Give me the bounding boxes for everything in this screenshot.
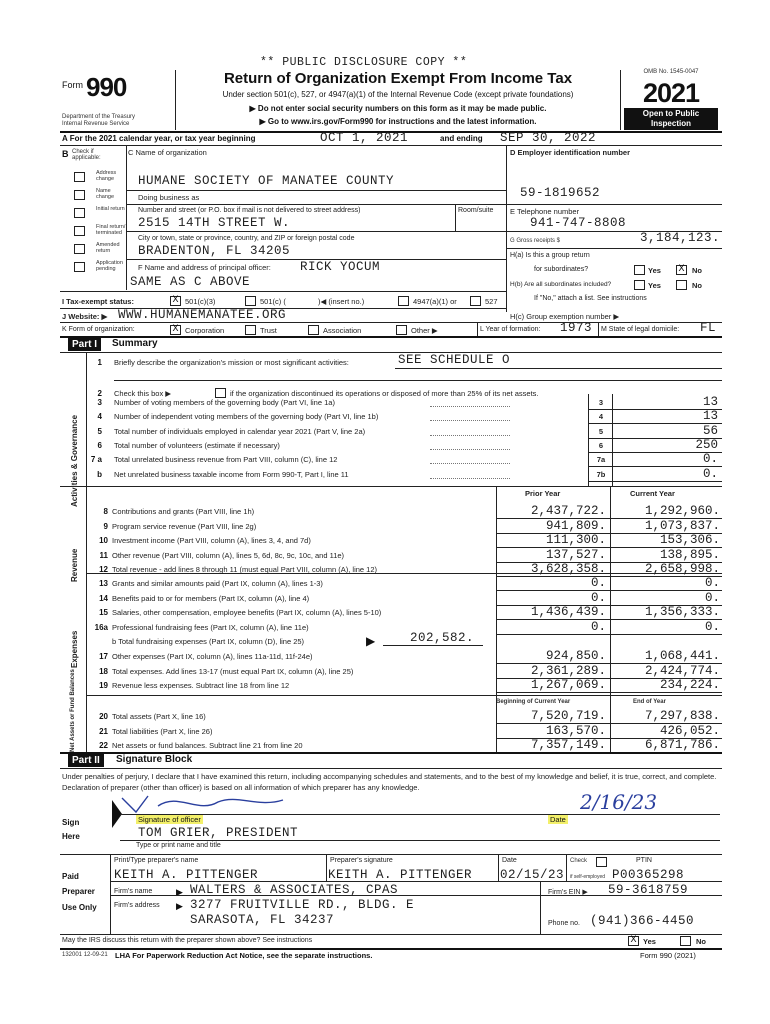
hb-note: If "No," attach a list. See instructions	[534, 295, 647, 302]
net-assets-current-value: 7,297,838.	[644, 709, 720, 723]
group-exemption-label: H(c) Group exemption number ▶	[510, 312, 620, 321]
year-of-formation-label: L Year of formation:	[480, 326, 541, 333]
revenue-line-label: Program service revenue (Part VIII, line 2g)	[112, 521, 257, 531]
expense-underline	[496, 634, 722, 635]
net-assets-prior-value: 7,520,719.	[530, 709, 606, 723]
part2-title: Signature Block	[116, 754, 193, 765]
form-reference: Form 990 (2021)	[640, 951, 696, 960]
ptin-value: P00365298	[612, 868, 685, 882]
insert-no-label: )◀ (insert no.)	[318, 297, 365, 306]
gov-line-label: Net unrelated business taxable income from Form 990-T, Part I, line 11	[114, 469, 349, 479]
expense-line-number: 17	[99, 652, 108, 661]
principal-officer-label: F Name and address of principal officer:	[138, 263, 271, 272]
revenue-current-value: 153,306.	[659, 533, 720, 547]
col-current-year: Current Year	[630, 489, 675, 498]
status-501c-label: 501(c) (	[260, 297, 286, 306]
section-b-item-label: Application pending	[96, 260, 123, 272]
expense-current-value: 0.	[704, 619, 720, 634]
line-a-label: A For the 2021 calendar year, or tax year beginning	[62, 134, 256, 143]
preparer-signature: KEITH A. PITTENGER	[328, 868, 473, 882]
section-b-item-label: Name change	[96, 188, 115, 200]
expense-prior-value: 924,850.	[545, 649, 606, 663]
form-of-org-label: Corporation	[185, 326, 225, 335]
principal-officer-name: RICK YOCUM	[300, 260, 381, 274]
line2-checkbox[interactable]	[215, 388, 226, 398]
net-assets-line-number: 22	[99, 741, 108, 750]
line1-label: Briefly describe the organization's mission or most significant activities:	[114, 358, 349, 367]
col-end-of-year: End of Year	[633, 699, 666, 705]
line16b-label: b Total fundraising expenses (Part IX, column (D), line 25)	[112, 637, 305, 646]
form-of-org-checkbox[interactable]	[308, 325, 319, 335]
expense-line-label: Other expenses (Part IX, column (A), lines 11a-11d, 11f-24e)	[112, 652, 313, 661]
discuss-no-checkbox[interactable]	[680, 936, 691, 946]
expense-prior-value: 2,361,289.	[530, 663, 606, 678]
revenue-current-value: 138,895.	[659, 547, 720, 562]
room-suite-label: Room/suite	[458, 207, 494, 214]
dept-line-1: Department of the Treasury	[62, 114, 136, 120]
gov-line-dots	[430, 420, 510, 421]
gov-line-box-number: 5	[598, 426, 604, 436]
gov-line-dots	[430, 463, 510, 464]
revenue-prior-value: 2,437,722.	[530, 504, 606, 518]
firm-address-1: 3277 FRUITVILLE RD., BLDG. E	[190, 898, 415, 912]
gov-line-number: 4	[97, 412, 102, 422]
ein-label: D Employer identification number	[510, 148, 631, 157]
hb-yes-checkbox[interactable]	[634, 280, 645, 290]
gov-line-value: 0.	[702, 452, 718, 467]
ha-yes-checkbox[interactable]	[634, 265, 645, 275]
firm-name-arrow: ▶	[176, 887, 183, 897]
firm-address-label: Firm's address	[114, 902, 160, 909]
form-of-org-label: K Form of organization:	[62, 326, 135, 333]
net-assets-line-label: Net assets or fund balances. Subtract line 21 from line 20	[112, 741, 303, 750]
preparer-name-label: Print/Type preparer's name	[114, 857, 199, 864]
expense-prior-value: 0.	[590, 590, 606, 605]
net-assets-prior-value: 7,357,149.	[530, 738, 606, 752]
firm-name: WALTERS & ASSOCIATES, CPAS	[190, 883, 399, 897]
revenue-line-number: 12	[99, 565, 108, 574]
line16b-arrow: ▶	[366, 634, 376, 648]
city-label: City or town, state or province, country, and ZIP or foreign postal code	[138, 235, 355, 242]
revenue-line-label: Other revenue (Part VIII, column (A), lines 5, 6d, 8c, 9c, 10c, and 11e)	[112, 550, 345, 560]
expense-line-label: Revenue less expenses. Subtract line 18 from line 12	[112, 681, 290, 690]
gov-line-value: 56	[702, 423, 718, 438]
form-of-org-checkbox[interactable]	[245, 325, 256, 335]
hb-no-label: No	[692, 281, 702, 290]
gov-line-underline	[588, 481, 722, 482]
preparer-date: 02/15/23	[500, 868, 565, 882]
self-employed-checkbox[interactable]	[596, 857, 607, 867]
form-of-org-label: Other ▶	[411, 326, 438, 335]
hb-no-checkbox[interactable]	[676, 280, 687, 290]
state-domicile-label: M State of legal domicile:	[601, 326, 680, 333]
preparer-side-2: Preparer	[62, 887, 95, 896]
net-assets-line-label: Total assets (Part X, line 16)	[112, 712, 206, 721]
state-domicile-value: FL	[700, 321, 717, 335]
preparer-side-3: Use Only	[62, 903, 97, 912]
status-527-label: 527	[485, 297, 498, 306]
lha-notice: LHA For Paperwork Reduction Act Notice, see the separate instructions.	[115, 951, 373, 960]
telephone-label: E Telephone number	[510, 207, 580, 216]
gov-line-number: 5	[97, 426, 102, 436]
gov-line-label: Total number of volunteers (estimate if necessary)	[114, 440, 280, 450]
tax-year: 2021	[642, 78, 700, 108]
expense-line-number: 14	[99, 593, 108, 603]
revenue-line-number: 8	[103, 507, 108, 516]
line2-number: 2	[97, 389, 102, 398]
expense-current-value: 2,424,774.	[644, 663, 720, 678]
expense-line-label: Grants and similar amounts paid (Part IX, column (A), lines 1-3)	[112, 579, 323, 588]
expense-line-number: 19	[99, 681, 108, 690]
revenue-line-number: 9	[103, 521, 108, 531]
check-if-applicable: Check if applicable:	[72, 149, 101, 161]
status-501c3-label: 501(c)(3)	[185, 297, 216, 306]
tax-year-end: SEP 30, 2022	[500, 131, 597, 145]
form-of-org-checkbox[interactable]	[396, 325, 407, 335]
ha-no-checkbox[interactable]: X	[676, 265, 687, 275]
revenue-current-value: 1,073,837.	[644, 518, 720, 533]
org-name-label: C Name of organization	[128, 148, 207, 157]
omb-number: OMB No. 1545-0047	[643, 69, 699, 75]
firm-ein: 59-3618759	[608, 883, 689, 897]
sidebar-revenue: Revenue	[70, 548, 79, 582]
section-b-checkbox[interactable]	[74, 190, 85, 200]
gov-line-box-number: 6	[598, 440, 604, 450]
status-527-checkbox[interactable]	[470, 296, 481, 306]
expense-line-number: 18	[99, 666, 108, 676]
dept-line-2: Internal Revenue Service	[62, 121, 130, 127]
revenue-current-value: 2,658,998.	[644, 562, 720, 576]
form-of-org-label: Trust	[260, 326, 277, 335]
line16b-value: 202,582.	[410, 631, 475, 645]
section-b-item-label: Amended return	[96, 242, 120, 254]
expense-line-number: 13	[99, 579, 108, 588]
revenue-line-number: 11	[99, 550, 108, 560]
street-label: Number and street (or P.O. box if mail is not delivered to street address)	[138, 207, 361, 214]
ha-yes-label: Yes	[648, 266, 661, 275]
gov-line-label: Total unrelated business revenue from Part VIII, column (C), line 12	[114, 455, 338, 465]
tax-year-begin: OCT 1, 2021	[320, 131, 409, 145]
org-name: HUMANE SOCIETY OF MANATEE COUNTY	[138, 174, 395, 188]
gov-line-dots	[430, 449, 510, 450]
hb-yes-label: Yes	[648, 281, 661, 290]
preparer-date-label: Date	[502, 857, 517, 864]
net-assets-line-number: 21	[99, 726, 108, 736]
and-ending-label: and ending	[440, 134, 483, 143]
telephone-value: 941-747-8808	[530, 216, 627, 230]
expense-prior-value: 1,436,439.	[530, 605, 606, 619]
self-employed-check-label: Check	[570, 858, 588, 864]
form-of-org-label: Association	[323, 326, 362, 335]
gov-line-dots	[430, 406, 510, 407]
col-prior-year: Prior Year	[525, 489, 561, 498]
section-b-checkbox[interactable]	[74, 208, 85, 218]
sign-date-handwritten: 2/16/23	[580, 790, 658, 814]
website-label: J Website: ▶	[62, 312, 108, 321]
form-title: Return of Organization Exempt From Income Tax	[223, 70, 573, 87]
revenue-prior-value: 941,809.	[545, 518, 606, 533]
gov-line-number: 3	[97, 398, 102, 407]
sign-here-label-1: Sign	[62, 818, 80, 827]
ssn-warning: ▶ Do not enter social security numbers on this form as it may be made public.	[249, 104, 547, 113]
gross-receipts-label: G Gross receipts $	[510, 238, 561, 244]
revenue-prior-value: 3,628,358.	[530, 562, 606, 576]
revenue-line-label: Contributions and grants (Part VIII, line 1h)	[112, 507, 255, 516]
net-assets-prior-value: 163,570.	[545, 723, 606, 738]
ha-no-label: No	[692, 266, 702, 275]
net-assets-current-value: 426,052.	[659, 723, 720, 738]
revenue-line-label: Total revenue - add lines 8 through 11 (must equal Part VIII, column (A), line 12)	[112, 565, 377, 574]
expense-line-label: Salaries, other compensation, employee benefits (Part IX, column (A), lines 5-10)	[112, 608, 382, 617]
section-b-item-label: Address change	[96, 170, 117, 182]
section-b-checkbox[interactable]	[74, 244, 85, 254]
section-b-checkbox[interactable]	[74, 226, 85, 236]
type-print-label: Type or print name and title	[136, 842, 221, 849]
gov-line-value: 13	[702, 409, 718, 424]
line1-mission-value: SEE SCHEDULE O	[398, 353, 511, 367]
sign-date-label: Date	[550, 815, 566, 824]
officer-printed-name: TOM GRIER, PRESIDENT	[138, 826, 299, 840]
principal-officer-address: SAME AS C ABOVE	[130, 275, 251, 289]
public-disclosure-banner: ** PUBLIC DISCLOSURE COPY **	[260, 56, 468, 69]
part1-title: Summary	[112, 338, 158, 349]
revenue-line-number: 10	[99, 536, 108, 545]
preparer-sig-label: Preparer's signature	[330, 857, 393, 864]
expense-line-label: Professional fundraising fees (Part IX, column (A), line 11e)	[112, 622, 309, 632]
gov-line-label: Total number of individuals employed in calendar year 2021 (Part V, line 2a)	[114, 426, 366, 436]
firm-address-arrow: ▶	[176, 901, 183, 911]
sidebar-net-assets: Net Assets or Fund Balances	[70, 669, 76, 752]
line2-label: Check this box ▶	[114, 389, 172, 398]
section-b-item-label: Initial return	[96, 206, 125, 212]
gov-line-value: 0.	[702, 466, 718, 481]
gov-line-box-number: 7b	[596, 469, 606, 479]
expense-underline	[496, 692, 722, 693]
net-assets-current-value: 6,871,786.	[644, 738, 720, 752]
city-state-zip: BRADENTON, FL 34205	[138, 244, 291, 258]
status-4947-label: 4947(a)(1) or	[413, 297, 457, 306]
expense-line-label: Total expenses. Add lines 13-17 (must equal Part IX, column (A), line 25)	[112, 666, 354, 676]
gov-line-dots	[430, 435, 510, 436]
net-assets-line-number: 20	[99, 712, 108, 721]
expense-prior-value: 0.	[590, 576, 606, 590]
form-subtitle: Under section 501(c), 527, or 4947(a)(1) of the Internal Revenue Code (except private foundations)	[222, 90, 574, 99]
website-value: WWW.HUMANEMANATEE.ORG	[118, 308, 287, 322]
section-b-checkbox[interactable]	[74, 262, 85, 272]
preparer-side-1: Paid	[62, 872, 79, 881]
revenue-prior-value: 111,300.	[545, 533, 606, 547]
gov-box-divider	[588, 394, 589, 486]
line1-number: 1	[97, 358, 102, 367]
goto-instructions: ▶ Go to www.irs.gov/Form990 for instructions and the latest information.	[259, 117, 537, 126]
hb-label: H(b) Are all subordinates included?	[510, 281, 612, 288]
revenue-current-value: 1,292,960.	[644, 504, 720, 518]
form-of-org-checkbox[interactable]: X	[170, 325, 181, 335]
gov-line-value: 250	[695, 437, 718, 452]
section-b-label: B	[62, 149, 69, 159]
signature-of-officer-label: Signature of officer	[138, 815, 201, 824]
expense-line-label: Benefits paid to or for members (Part IX, column (A), line 4)	[112, 593, 310, 603]
part2-tag: Part II	[68, 754, 104, 767]
expense-current-value: 0.	[704, 590, 720, 605]
dba-label: Doing business as	[138, 193, 200, 202]
section-b-checkbox[interactable]	[74, 172, 85, 182]
gov-line-value: 13	[702, 395, 718, 409]
gov-line-box-number: 4	[598, 412, 604, 422]
revenue-prior-value: 137,527.	[545, 547, 606, 562]
firm-ein-label: Firm's EIN ▶	[548, 889, 588, 896]
revenue-line-label: Investment income (Part VIII, column (A), lines 3, 4, and 7d)	[112, 536, 311, 545]
discuss-question: May the IRS discuss this return with the preparer shown above? See instructions	[62, 937, 313, 944]
gov-line-label: Number of independent voting members of the governing body (Part VI, line 1b)	[114, 412, 379, 422]
gov-line-box-number: 3	[598, 398, 604, 407]
gov-line-label: Number of voting members of the governing body (Part VI, line 1a)	[114, 398, 335, 407]
ha-sub-label: for subordinates?	[534, 266, 589, 273]
gov-line-dots	[430, 478, 510, 479]
expense-line-number: 15	[99, 608, 108, 617]
firm-phone-label: Phone no.	[548, 920, 580, 927]
self-employed-if-label: if self-employed	[570, 874, 606, 880]
firm-phone: (941)366-4450	[590, 914, 695, 928]
section-b-item-label: Final return/ terminated	[96, 224, 126, 236]
part1-tag: Part I	[68, 338, 101, 351]
gov-line-box-number: 7a	[596, 455, 606, 465]
tax-exempt-status-label: I Tax-exempt status:	[62, 297, 134, 306]
form-label: Form	[62, 80, 83, 90]
expense-current-value: 1,356,333.	[644, 605, 720, 619]
expense-current-value: 234,224.	[659, 678, 720, 692]
preparer-name: KEITH A. PITTENGER	[114, 868, 259, 882]
discuss-yes-checkbox[interactable]: X	[628, 936, 639, 946]
firm-name-label: Firm's name	[114, 888, 153, 895]
col-beginning-of-year: Beginning of Current Year	[496, 699, 571, 705]
discuss-yes-label: Yes	[643, 937, 656, 946]
form-code: 132001 12-09-21	[62, 952, 108, 958]
expense-line-number: 16a	[94, 622, 108, 632]
gov-line-number: 6	[97, 440, 102, 450]
gov-line-number: 7 a	[90, 455, 102, 465]
perjury-statement: Under penalties of perjury, I declare that I have examined this return, including accompanying schedules and statements, and to the best of my knowledge and belief, it is true, correct, and complete. Declaration of preparer (other than officer) is based on all information of which preparer has any knowledge.	[62, 772, 717, 792]
ein-value: 59-1819652	[520, 186, 601, 200]
sidebar-activities-governance: Activities & Governance	[70, 414, 79, 507]
discuss-no-label: No	[696, 937, 706, 946]
form-number: 990	[86, 72, 127, 102]
expense-current-value: 0.	[704, 576, 720, 590]
expense-prior-value: 1,267,069.	[530, 678, 606, 692]
ptin-label: PTIN	[636, 857, 652, 864]
gov-line-number: b	[97, 469, 102, 479]
gross-receipts-value: 3,184,123.	[639, 231, 720, 245]
expense-current-value: 1,068,441.	[644, 649, 720, 663]
firm-address-2: SARASOTA, FL 34237	[190, 913, 335, 927]
street-address: 2515 14TH STREET W.	[138, 216, 291, 230]
sidebar-expenses: Expenses	[70, 630, 79, 668]
status-4947-checkbox[interactable]	[398, 296, 409, 306]
status-501c3-checkbox[interactable]: X	[170, 296, 181, 306]
status-501c-checkbox[interactable]	[245, 296, 256, 306]
gov-box-divider	[612, 394, 613, 486]
sign-here-label-2: Here	[62, 832, 80, 841]
ha-label: H(a) Is this a group return	[510, 252, 590, 259]
line2-description: if the organization discontinued its operations or disposed of more than 25% of its net assets.	[230, 389, 539, 398]
net-assets-line-label: Total liabilities (Part X, line 26)	[112, 726, 213, 736]
open-to-public-badge: Open to Public Inspection	[624, 108, 718, 130]
year-of-formation-value: 1973	[560, 321, 593, 335]
expense-prior-value: 0.	[590, 619, 606, 634]
